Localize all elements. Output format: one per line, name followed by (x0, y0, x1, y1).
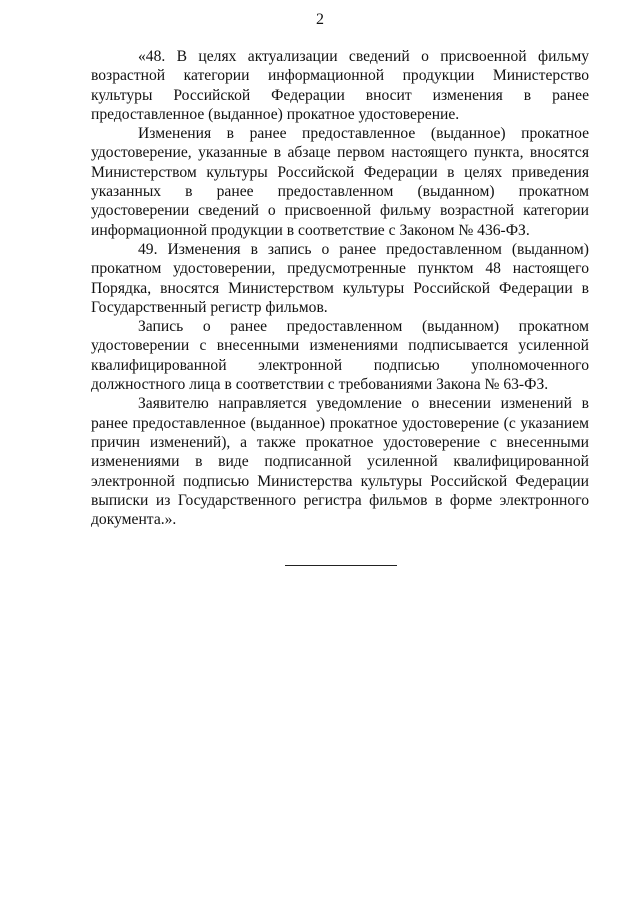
paragraph-49-notification: Заявителю направляется уведомление о внесении изменений в ранее предоставленное (выданное) прокатное удостоверение (с указанием причин изменений), а также прокатное удостоверение с внесенными изменениями в виде подписанной усиленной квалифицированной электронной подписью Министерства культуры Российской Федерации выписки из Государственного регистра фильмов в форме электронного документа.». (91, 395, 589, 529)
paragraph-48-changes: Изменения в ранее предоставленное (выданное) прокатное удостоверение, указанные в абзаце первом настоящего пункта, вносятся Министерством культуры Российской Федерации в целях приведения указанных в ранее предоставленном (выданном) прокатном удостоверении сведений о присвоенной фильму возрастной категории информационной продукции в соответствие с Законом № 436-ФЗ. (91, 125, 589, 239)
end-separator-line (285, 565, 397, 566)
page-number: 2 (316, 11, 324, 28)
document-body (91, 47, 589, 529)
paragraph-48-intro: «48. В целях актуализации сведений о присвоенной фильму возрастной категории информационной продукции Министерство культуры Российской Федерации вносит изменения в ранее предоставленное (выданное) прокатное удостоверение. (91, 48, 589, 123)
paragraph-49-signature: Запись о ранее предоставленном (выданном) прокатном удостоверении с внесенными изменениями подписывается усиленной квалифицированной электронной подписью уполномоченного должностного лица в соответствии с требованиями Закона № 63-ФЗ. (91, 318, 589, 394)
paragraph-49-record: 49. Изменения в запись о ранее предоставленном (выданном) прокатном удостоверении, предусмотренные пунктом 48 настоящего Порядка, вносятся Министерством культуры Российской Федерации в Государственный регистр фильмов. (91, 240, 589, 316)
